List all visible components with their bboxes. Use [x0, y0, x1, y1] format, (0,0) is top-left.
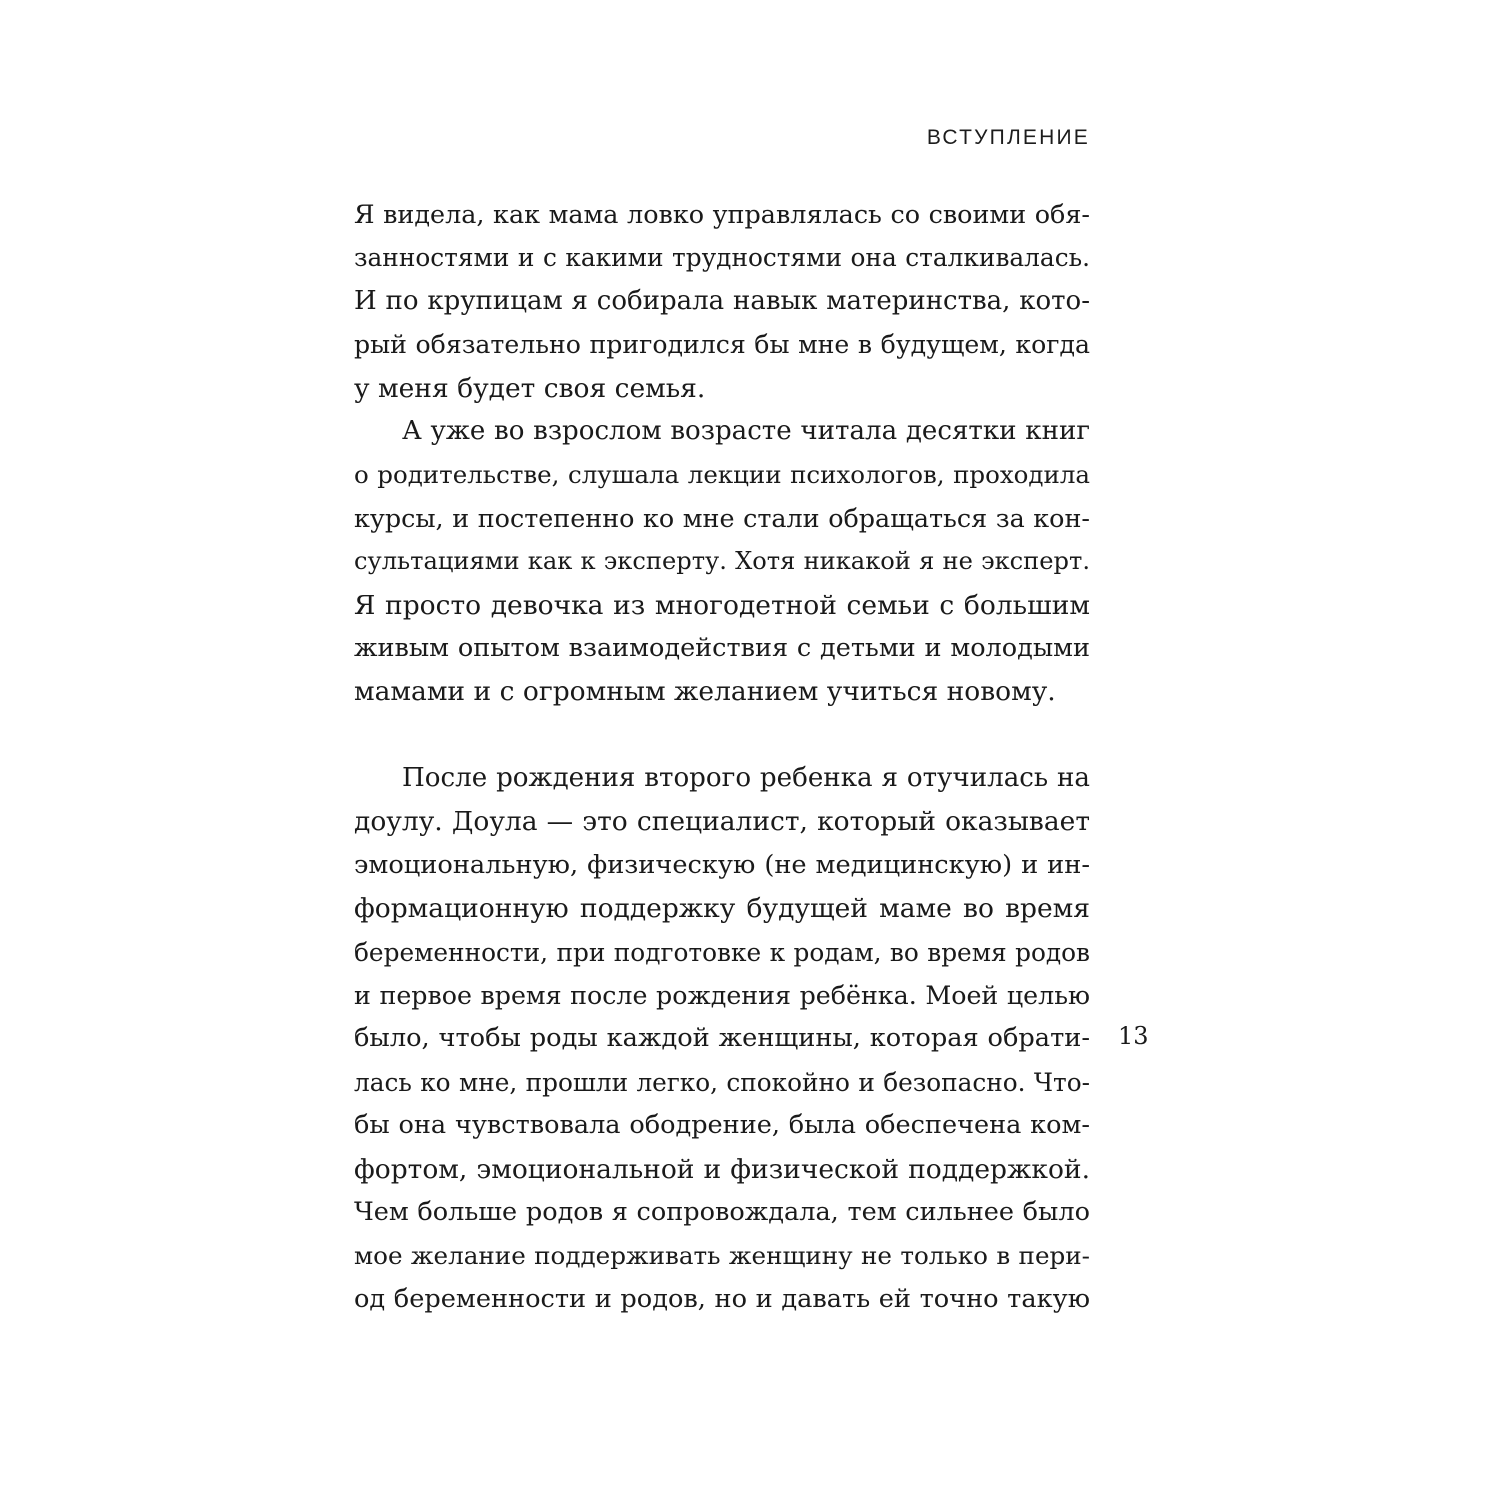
- page-number: 13: [1118, 1022, 1149, 1050]
- paragraph-2: [354, 410, 1090, 714]
- section-break: [354, 714, 1090, 757]
- text-line: у меня будет своя семья.: [354, 372, 706, 404]
- text-line: Чем больше родов я сопровождала, тем сильнее было: [354, 1196, 1090, 1227]
- paragraph-1: [354, 193, 1090, 410]
- text-line: Я видела, как мама ловко управлялась со своими обя-: [354, 199, 1090, 229]
- text-line: фортом, эмоциональной и физической поддержкой.: [354, 1153, 1090, 1185]
- text-line: од беременности и родов, но и давать ей точно такую: [354, 1283, 1090, 1314]
- text-line: и первое время после рождения ребёнка. Моей целью: [354, 981, 1090, 1011]
- text-line: мое желание поддерживать женщину не только в пери-: [354, 1241, 1090, 1271]
- text-line: бы она чувствовала ободрение, была обеспечена ком-: [354, 1110, 1090, 1141]
- text-line: рый обязательно пригодился бы мне в будущем, когда: [354, 330, 1090, 360]
- text-line: мамами и с огромным желанием учиться новому.: [354, 676, 1056, 708]
- text-line: сультациями как к эксперту. Хотя никакой я не эксперт.: [354, 547, 1090, 576]
- text-line: живым опытом взаимодействия с детьми и молодыми: [354, 632, 1090, 663]
- text-line: занностями и с какими трудностями она сталкивалась.: [354, 243, 1090, 273]
- text-line: Я просто девочка из многодетной семьи с большим: [354, 589, 1090, 621]
- text-line: беременности, при подготовке к родам, во время родов: [354, 937, 1090, 967]
- body-text: [354, 193, 1090, 1321]
- text-line: было, чтобы роды каждой женщины, которая обрати-: [354, 1023, 1090, 1054]
- text-line: И по крупицам я собирала навык материнства, кото-: [354, 285, 1090, 316]
- text-line: курсы, и постепенно ко мне стали обращаться за кон-: [354, 502, 1090, 533]
- running-head: ВСТУПЛЕНИЕ: [926, 126, 1090, 149]
- paragraph-3: [354, 757, 1090, 1321]
- text-line: После рождения второго ребенка я отучилась на: [402, 763, 1090, 794]
- text-line: о родительстве, слушала лекции психологов, проходила: [354, 460, 1090, 490]
- text-line: формационную поддержку будущей маме во время: [354, 893, 1090, 925]
- text-line: А уже во взрослом возрасте читала десятки книг: [402, 415, 1090, 446]
- text-line: лась ко мне, прошли легко, спокойно и безопасно. Что-: [354, 1067, 1090, 1097]
- text-line: эмоциональную, физическую (не медицинскую) и ин-: [354, 849, 1090, 880]
- text-line: доулу. Доула — это специалист, который оказывает: [354, 806, 1090, 838]
